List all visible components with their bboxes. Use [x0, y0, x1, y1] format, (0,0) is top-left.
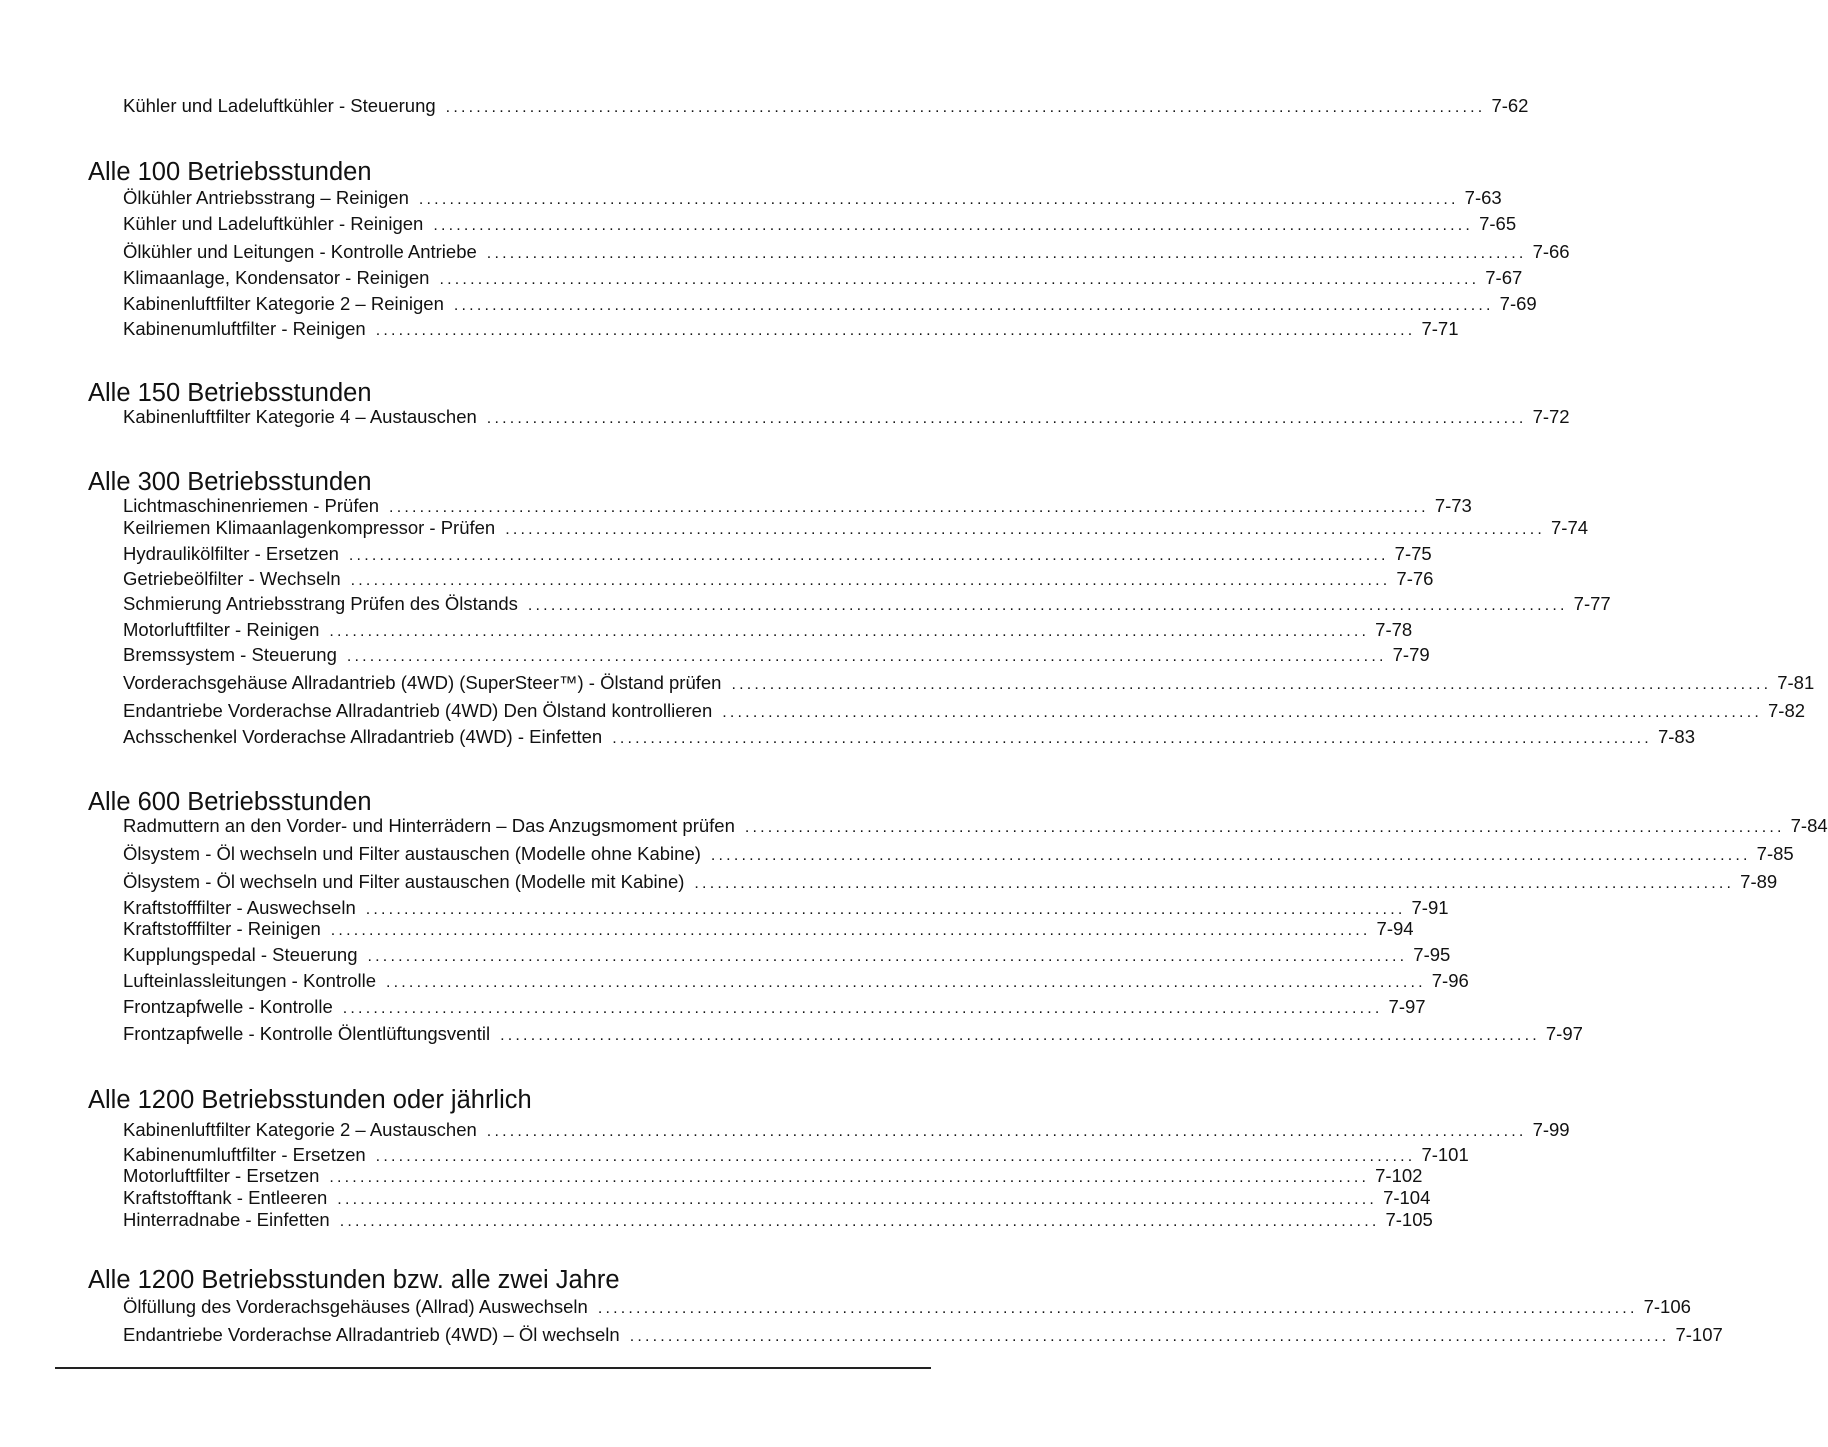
- toc-entry[interactable]: [123, 871, 1778, 895]
- dot-leader: ........................................................................................................................................: [339, 1213, 1380, 1230]
- section-heading: Alle 600 Betriebsstunden: [88, 788, 372, 816]
- entry-title: Keilriemen Klimaanlagenkompressor - Prüfen: [123, 517, 496, 538]
- entry-page-number: 7-89: [1740, 871, 1778, 892]
- entry-title: Kraftstofftank - Entleeren: [123, 1187, 328, 1208]
- entry-page-number: 7-73: [1434, 495, 1472, 516]
- dot-leader: ........................................................................................................................................: [731, 676, 1772, 693]
- toc-entry[interactable]: [123, 187, 1502, 211]
- entry-title: Radmuttern an den Vorder- und Hinterrädern – Das Anzugsmoment prüfen: [123, 815, 735, 836]
- entry-page-number: 7-71: [1421, 318, 1459, 339]
- toc-entry[interactable]: [123, 517, 1589, 541]
- entry-page-number: 7-107: [1675, 1324, 1723, 1345]
- entry-page-number: 7-83: [1657, 726, 1695, 747]
- dot-leader: ........................................................................................................................................: [527, 597, 1568, 614]
- entry-page-number: 7-91: [1411, 897, 1449, 918]
- entry-page-number: 7-76: [1396, 568, 1434, 589]
- section-heading: Alle 1200 Betriebsstunden bzw. alle zwei Jahre: [88, 1266, 620, 1294]
- dot-leader: ........................................................................................................................................: [329, 623, 1370, 640]
- dot-leader: ........................................................................................................................................: [348, 547, 1389, 564]
- entry-title: Kupplungspedal - Steuerung: [123, 944, 358, 965]
- entry-page-number: 7-66: [1532, 241, 1570, 262]
- section-heading: Alle 300 Betriebsstunden: [88, 468, 372, 496]
- entry-title: Achsschenkel Vorderachse Allradantrieb (4WD) - Einfetten: [123, 726, 603, 747]
- toc-entry[interactable]: [123, 644, 1430, 668]
- toc-entry[interactable]: [123, 1023, 1583, 1047]
- entry-page-number: 7-105: [1385, 1209, 1433, 1230]
- entry-page-number: 7-74: [1551, 517, 1589, 538]
- entry-title: Kabinenluftfilter Kategorie 4 – Austauschen: [123, 406, 477, 427]
- entry-title: Motorluftfilter - Reinigen: [123, 619, 320, 640]
- dot-leader: ........................................................................................................................................: [612, 730, 1652, 747]
- entry-page-number: 7-102: [1375, 1165, 1423, 1186]
- section-heading: Alle 150 Betriebsstunden: [88, 379, 372, 407]
- dot-leader: ........................................................................................................................................: [722, 704, 1762, 721]
- toc-entry[interactable]: [123, 593, 1611, 617]
- entry-title: Bremssystem - Steuerung: [123, 644, 337, 665]
- dot-leader: ........................................................................................................................................: [386, 974, 1426, 991]
- entry-page-number: 7-96: [1431, 970, 1469, 991]
- toc-entry[interactable]: [123, 318, 1459, 342]
- entry-page-number: 7-95: [1413, 944, 1451, 965]
- dot-leader: ........................................................................................................................................: [350, 572, 1391, 589]
- entry-title: Hydraulikölfilter - Ersetzen: [123, 543, 339, 564]
- entry-title: Kraftstofffilter - Auswechseln: [123, 897, 356, 918]
- entry-page-number: 7-104: [1383, 1187, 1431, 1208]
- dot-leader: ........................................................................................................................................: [597, 1300, 1638, 1317]
- entry-page-number: 7-82: [1768, 700, 1806, 721]
- toc-entry[interactable]: [123, 1119, 1570, 1143]
- toc-entry[interactable]: [123, 1324, 1723, 1348]
- entry-title: Klimaanlage, Kondensator - Reinigen: [123, 267, 430, 288]
- entry-title: Motorluftfilter - Ersetzen: [123, 1165, 320, 1186]
- toc-entry[interactable]: [123, 996, 1426, 1020]
- toc-entry[interactable]: [123, 267, 1523, 291]
- entry-title: Kabinenumluftfilter - Reinigen: [123, 318, 366, 339]
- entry-page-number: 7-72: [1532, 406, 1570, 427]
- dot-leader: ........................................................................................................................................: [505, 521, 1545, 538]
- section-heading: Alle 100 Betriebsstunden: [88, 158, 372, 186]
- toc-entry[interactable]: [123, 970, 1469, 994]
- dot-leader: ........................................................................................................................................: [453, 297, 1494, 314]
- toc-entry[interactable]: [123, 95, 1529, 119]
- toc-entry[interactable]: [123, 944, 1451, 968]
- entry-title: Kabinenluftfilter Kategorie 2 – Reinigen: [123, 293, 444, 314]
- toc-entry[interactable]: [123, 241, 1570, 265]
- dot-leader: ........................................................................................................................................: [389, 499, 1429, 516]
- toc-entry[interactable]: [123, 213, 1517, 237]
- dot-leader: ........................................................................................................................................: [486, 410, 1527, 427]
- entry-title: Ölkühler Antriebsstrang – Reinigen: [123, 187, 409, 208]
- entry-title: Getriebeölfilter - Wechseln: [123, 568, 341, 589]
- dot-leader: ........................................................................................................................................: [330, 922, 1371, 939]
- entry-page-number: 7-85: [1756, 843, 1794, 864]
- entry-page-number: 7-62: [1491, 95, 1529, 116]
- dot-leader: ........................................................................................................................................: [346, 648, 1387, 665]
- toc-entry[interactable]: [123, 672, 1815, 696]
- toc-entry[interactable]: [123, 293, 1537, 317]
- entry-page-number: 7-65: [1479, 213, 1517, 234]
- entry-title: Kabinenluftfilter Kategorie 2 – Austauschen: [123, 1119, 477, 1140]
- entry-page-number: 7-77: [1573, 593, 1611, 614]
- toc-entry[interactable]: [123, 495, 1472, 519]
- dot-leader: ........................................................................................................................................: [744, 819, 1785, 836]
- entry-title: Endantriebe Vorderachse Allradantrieb (4WD) Den Ölstand kontrollieren: [123, 700, 713, 721]
- entry-title: Schmierung Antriebsstrang Prüfen des Ölstands: [123, 593, 518, 614]
- entry-title: Ölsystem - Öl wechseln und Filter austauschen (Modelle ohne Kabine): [123, 843, 701, 864]
- entry-page-number: 7-75: [1394, 543, 1432, 564]
- dot-leader: ........................................................................................................................................: [710, 847, 1751, 864]
- entry-title: Ölkühler und Leitungen - Kontrolle Antriebe: [123, 241, 477, 262]
- toc-entry[interactable]: [123, 843, 1794, 867]
- entry-title: Kühler und Ladeluftkühler - Reinigen: [123, 213, 424, 234]
- dot-leader: ........................................................................................................................................: [337, 1191, 1378, 1208]
- dot-leader: ........................................................................................................................................: [367, 948, 1408, 965]
- entry-page-number: 7-106: [1643, 1296, 1691, 1317]
- entry-page-number: 7-99: [1532, 1119, 1570, 1140]
- dot-leader: ........................................................................................................................................: [433, 217, 1474, 234]
- toc-entry[interactable]: [123, 726, 1695, 750]
- dot-leader: ........................................................................................................................................: [486, 1123, 1527, 1140]
- entry-title: Kabinenumluftfilter - Ersetzen: [123, 1144, 366, 1165]
- entry-title: Lichtmaschinenriemen - Prüfen: [123, 495, 380, 516]
- entry-title: Hinterradnabe - Einfetten: [123, 1209, 330, 1230]
- toc-entry[interactable]: [123, 815, 1828, 839]
- entry-page-number: 7-79: [1392, 644, 1430, 665]
- toc-entry[interactable]: [123, 543, 1432, 567]
- dot-leader: ........................................................................................................................................: [375, 1148, 1416, 1165]
- toc-entry[interactable]: [123, 1165, 1423, 1189]
- dot-leader: ........................................................................................................................................: [445, 99, 1486, 116]
- footer-divider: [55, 1367, 931, 1369]
- entry-page-number: 7-81: [1777, 672, 1815, 693]
- toc-entry[interactable]: [123, 568, 1434, 592]
- toc-entry[interactable]: [123, 918, 1414, 942]
- entry-title: Ölsystem - Öl wechseln und Filter austauschen (Modelle mit Kabine): [123, 871, 685, 892]
- entry-title: Frontzapfwelle - Kontrolle: [123, 996, 333, 1017]
- toc-entry[interactable]: [123, 1187, 1431, 1211]
- entry-page-number: 7-78: [1375, 619, 1413, 640]
- entry-page-number: 7-94: [1376, 918, 1414, 939]
- dot-leader: ........................................................................................................................................: [629, 1328, 1670, 1345]
- entry-page-number: 7-84: [1790, 815, 1828, 836]
- dot-leader: ........................................................................................................................................: [365, 901, 1406, 918]
- entry-page-number: 7-69: [1499, 293, 1537, 314]
- entry-page-number: 7-97: [1545, 1023, 1583, 1044]
- dot-leader: ........................................................................................................................................: [694, 875, 1735, 892]
- section-heading: Alle 1200 Betriebsstunden oder jährlich: [88, 1086, 532, 1114]
- toc-entry[interactable]: [123, 1296, 1691, 1320]
- entry-title: Vorderachsgehäuse Allradantrieb (4WD) (SuperSteer™) - Ölstand prüfen: [123, 672, 722, 693]
- toc-entry[interactable]: [123, 619, 1413, 643]
- dot-leader: ........................................................................................................................................: [486, 245, 1527, 262]
- dot-leader: ........................................................................................................................................: [418, 191, 1459, 208]
- toc-entry[interactable]: [123, 700, 1806, 724]
- entry-page-number: 7-63: [1464, 187, 1502, 208]
- entry-title: Endantriebe Vorderachse Allradantrieb (4WD) – Öl wechseln: [123, 1324, 620, 1345]
- dot-leader: ........................................................................................................................................: [439, 271, 1480, 288]
- entry-page-number: 7-97: [1388, 996, 1426, 1017]
- entry-page-number: 7-101: [1421, 1144, 1469, 1165]
- dot-leader: ........................................................................................................................................: [342, 1000, 1383, 1017]
- entry-title: Frontzapfwelle - Kontrolle Ölentlüftungsventil: [123, 1023, 491, 1044]
- toc-entry[interactable]: [123, 406, 1570, 430]
- dot-leader: ........................................................................................................................................: [329, 1169, 1370, 1186]
- entry-title: Ölfüllung des Vorderachsgehäuses (Allrad) Auswechseln: [123, 1296, 588, 1317]
- entry-title: Kraftstofffilter - Reinigen: [123, 918, 321, 939]
- entry-title: Kühler und Ladeluftkühler - Steuerung: [123, 95, 436, 116]
- dot-leader: ........................................................................................................................................: [500, 1027, 1540, 1044]
- toc-entry[interactable]: [123, 1209, 1433, 1233]
- dot-leader: ........................................................................................................................................: [375, 322, 1416, 339]
- entry-title: Lufteinlassleitungen - Kontrolle: [123, 970, 376, 991]
- entry-page-number: 7-67: [1485, 267, 1523, 288]
